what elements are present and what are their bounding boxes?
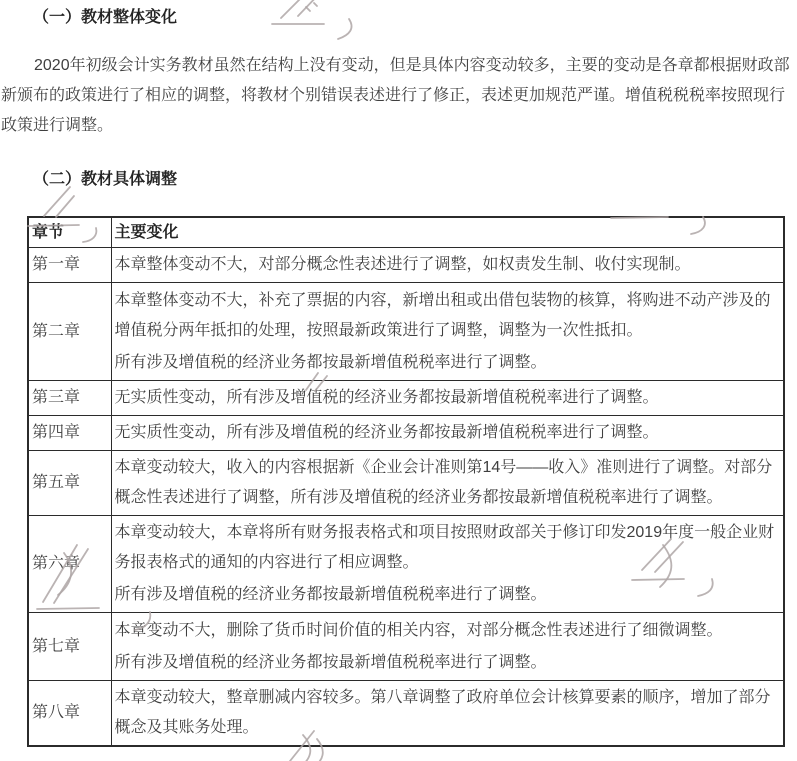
table-row [28, 416, 784, 451]
table-row [28, 381, 784, 416]
section2-heading: （二）教材具体调整 [33, 171, 178, 188]
changes-cell [111, 681, 784, 747]
change-paragraph: 所有涉及增值税的经济业务都按最新增值税税率进行了调整。 [114, 653, 547, 671]
change-paragraph: 本章变动较大，收入的内容根据新《企业会计准则第14号——收入》准则进行了调整。对部分概念性表述进行了调整，所有涉及增值税的经济业务都按最新增值税税率进行了调整。 [114, 459, 773, 506]
chapter-cell: 第三章 [28, 381, 111, 416]
table-row [28, 613, 784, 681]
change-paragraph: 所有涉及增值税的经济业务都按最新增值税税率进行了调整。 [114, 586, 547, 603]
change-paragraph: 无实质性变动，所有涉及增值税的经济业务都按最新增值税税率进行了调整。 [114, 424, 659, 441]
intro-paragraph: 2020年初级会计实务教材虽然在结构上没有变动，但是具体内容变动较多，主要的变动是各章都根据财政部新颁布的政策进行了相应的调整，将教材个别错误表述进行了修正，表述更加规范严谨。增值税税税率按照现行政策进行调整。 [1, 57, 790, 134]
chapter-cell: 第七章 [28, 613, 111, 681]
changes-cell [111, 613, 784, 681]
change-paragraph: 本章变动较大，本章将所有财务报表格式和项目按照财政部关于修订印发2019年度一般企业财务报表格式的通知的内容进行了相应调整。 [114, 524, 775, 571]
table-header-row [28, 217, 784, 248]
table-row [28, 451, 784, 516]
chapter-cell: 第四章 [28, 416, 111, 451]
chapter-cell: 第八章 [28, 681, 111, 747]
table-row [28, 283, 784, 381]
changes-cell [111, 283, 784, 381]
chapter-cell: 第一章 [28, 248, 111, 283]
change-paragraph: 本章整体变动不大，对部分概念性表述进行了调整，如权责发生制、收付实现制。 [114, 256, 691, 273]
change-paragraph: 本章变动较大，整章删减内容较多。第八章调整了政府单位会计核算要素的顺序，增加了部分概念及其账务处理。 [114, 689, 771, 736]
table-row [28, 516, 784, 613]
changes-cell [111, 416, 784, 451]
changes-cell [111, 381, 784, 416]
chapter-cell: 第二章 [28, 283, 111, 381]
section1-heading: （一）教材整体变化 [33, 9, 178, 26]
chapter-changes-table [27, 216, 785, 747]
change-paragraph: 所有涉及增值税的经济业务都按最新增值税税率进行了调整。 [114, 353, 547, 371]
chapter-cell: 第五章 [28, 451, 111, 516]
table-row [28, 248, 784, 283]
chapter-cell: 第六章 [28, 516, 111, 613]
col-header-changes: 主要变化 [111, 217, 784, 248]
table-body [28, 248, 784, 747]
change-paragraph: 本章变动不大，删除了货币时间价值的相关内容，对部分概念性表述进行了细微调整。 [114, 621, 723, 639]
col-header-chapter: 章节 [28, 217, 111, 248]
table-row [28, 681, 784, 747]
change-paragraph: 本章整体变动不大，补充了票据的内容，新增出租或出借包装物的核算，将购进不动产涉及的增值税分两年抵扣的处理，按照最新政策进行了调整，调整为一次性抵扣。 [114, 291, 771, 339]
changes-cell [111, 248, 784, 283]
changes-cell [111, 451, 784, 516]
change-paragraph: 无实质性变动，所有涉及增值税的经济业务都按最新增值税税率进行了调整。 [114, 389, 659, 406]
changes-cell [111, 516, 784, 613]
